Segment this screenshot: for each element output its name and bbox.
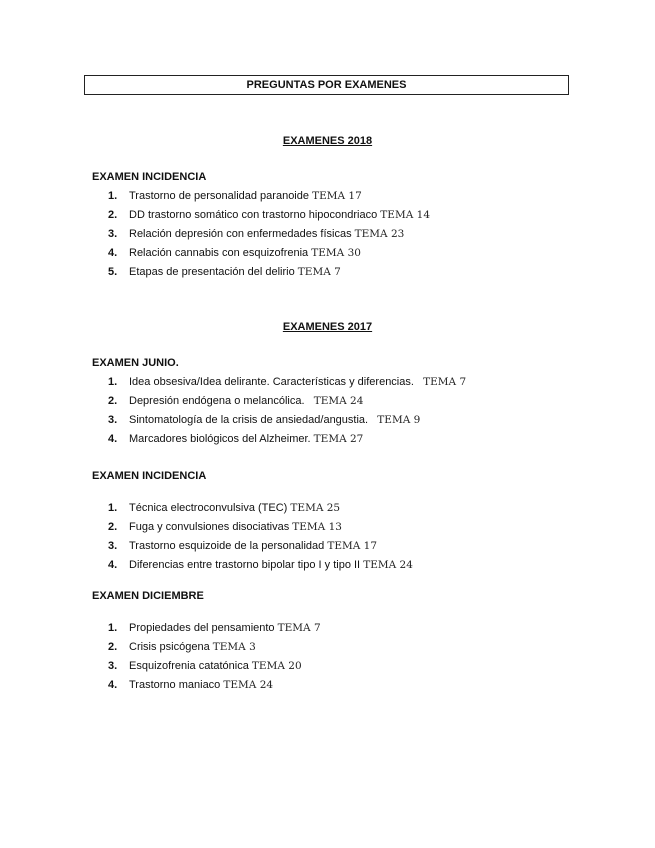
list-item (108, 265, 341, 279)
item-tema: TEMA 7 (423, 376, 467, 388)
list-item (108, 246, 361, 260)
item-text: Fuga y convulsiones disociativas (129, 521, 290, 533)
item-tema: TEMA 17 (327, 540, 378, 552)
item-tema: TEMA 24 (223, 679, 274, 691)
item-tema: TEMA 3 (212, 641, 256, 653)
item-tema: TEMA 7 (277, 622, 321, 634)
list-item (108, 413, 420, 427)
list-item (108, 208, 430, 222)
list-item (108, 375, 466, 389)
item-tema: TEMA 24 (313, 395, 364, 407)
item-number: 2. (108, 209, 118, 221)
list-item (108, 659, 302, 673)
year-heading-2017: EXAMENES 2017 (282, 321, 373, 333)
item-text: Trastorno maniaco (129, 679, 221, 691)
item-text: Técnica electroconvulsiva (TEC) (129, 502, 288, 514)
item-number: 1. (108, 622, 118, 634)
list-item (108, 394, 363, 408)
list-item (108, 520, 342, 534)
item-tema: TEMA 27 (313, 433, 364, 445)
item-text: Trastorno esquizoide de la personalidad (129, 540, 325, 552)
item-number: 3. (108, 228, 118, 240)
item-number: 3. (108, 660, 118, 672)
exam-heading-2018-incidencia: EXAMEN INCIDENCIA (92, 171, 207, 183)
list-item (108, 432, 363, 446)
item-number: 1. (108, 190, 118, 202)
list-item (108, 621, 321, 635)
item-tema: TEMA 20 (251, 660, 302, 672)
list-item (108, 539, 377, 553)
item-tema: TEMA 9 (377, 414, 421, 426)
item-text: Depresión endógena o melancólica. (129, 395, 305, 407)
item-number: 3. (108, 414, 118, 426)
exam-heading-2017-incidencia: EXAMEN INCIDENCIA (92, 470, 207, 482)
item-text: Sintomatología de la crisis de ansiedad/angustia. (129, 414, 369, 426)
item-number: 4. (108, 679, 118, 691)
item-text: Trastorno de personalidad paranoide (129, 190, 309, 202)
year-heading-2018: EXAMENES 2018 (282, 135, 373, 147)
item-number: 1. (108, 376, 118, 388)
item-tema: TEMA 13 (292, 521, 342, 533)
item-tema: TEMA 30 (311, 247, 361, 259)
list-item (108, 189, 362, 203)
item-tema: TEMA 24 (363, 559, 413, 571)
list-item (108, 227, 404, 241)
item-number: 3. (108, 540, 118, 552)
item-number: 2. (108, 641, 118, 653)
item-tema: TEMA 17 (312, 190, 362, 202)
list-item (108, 678, 273, 692)
page-title: PREGUNTAS POR EXAMENES (84, 75, 569, 95)
item-text: Idea obsesiva/Idea delirante. Características y diferencias. (129, 376, 414, 388)
item-tema: TEMA 7 (297, 266, 341, 278)
item-number: 4. (108, 559, 118, 571)
exam-heading-2017-junio: EXAMEN JUNIO. (92, 357, 179, 369)
item-text: Etapas de presentación del delirio (129, 266, 295, 278)
item-number: 4. (108, 247, 118, 259)
item-text: Relación depresión con enfermedades físicas (129, 228, 352, 240)
item-tema: TEMA 23 (354, 228, 405, 240)
list-item (108, 558, 413, 572)
list-item (108, 640, 256, 654)
item-text: Crisis psicógena (129, 641, 210, 653)
item-text: Diferencias entre trastorno bipolar tipo I y tipo II (129, 559, 361, 571)
item-number: 2. (108, 521, 118, 533)
item-text: Esquizofrenia catatónica (129, 660, 249, 672)
list-item (108, 501, 340, 515)
item-text: Marcadores biológicos del Alzheimer. (129, 433, 311, 445)
item-number: 5. (108, 266, 118, 278)
item-text: Relación cannabis con esquizofrenia (129, 247, 309, 259)
item-tema: TEMA 14 (380, 209, 430, 221)
item-text: Propiedades del pensamiento (129, 622, 275, 634)
item-number: 2. (108, 395, 118, 407)
item-number: 1. (108, 502, 118, 514)
item-text: DD trastorno somático con trastorno hipocondriaco (129, 209, 378, 221)
exam-heading-2017-diciembre: EXAMEN DICIEMBRE (92, 590, 204, 602)
item-tema: TEMA 25 (290, 502, 341, 514)
item-number: 4. (108, 433, 118, 445)
